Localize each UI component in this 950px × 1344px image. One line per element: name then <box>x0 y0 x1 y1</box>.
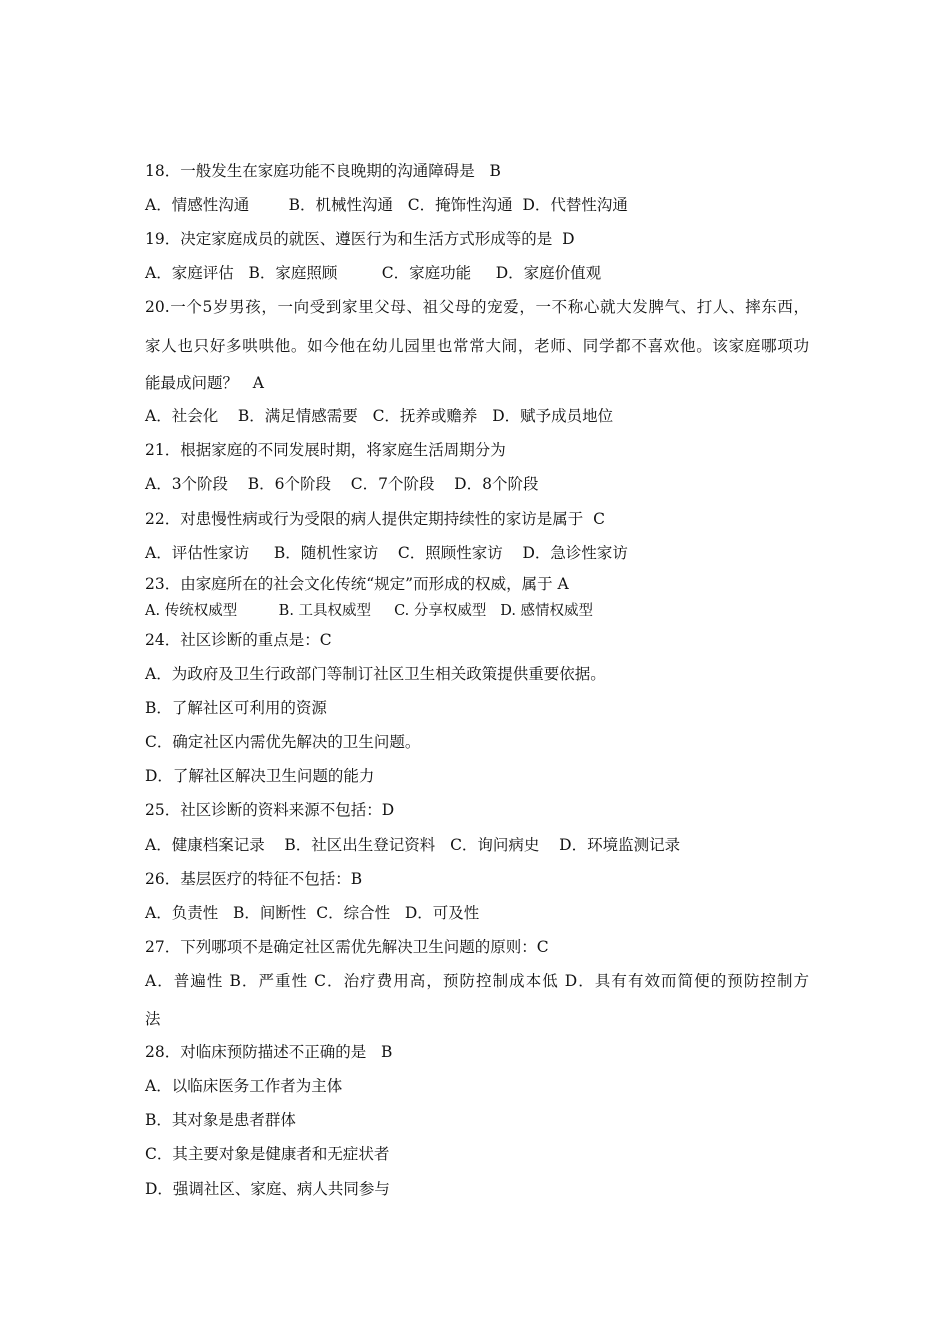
options-19: A．家庭评估 B．家庭照顾 C．家庭功能 D．家庭价值观 <box>145 264 602 282</box>
question-27: 27．下列哪项不是确定社区需优先解决卫生问题的原则：C <box>145 938 549 956</box>
option-28-a: A．以临床医务工作者为主体 <box>145 1077 343 1095</box>
option-28-c: C．其主要对象是健康者和无症状者 <box>145 1145 390 1163</box>
question-20-line-1: 20.一个5岁男孩，一向受到家里父母、祖父母的宠爱，一不称心就大发脾气、打人、摔东西， <box>145 298 809 316</box>
option-28-d: D．强调社区、家庭、病人共同参与 <box>145 1180 390 1198</box>
option-24-a: A．为政府及卫生行政部门等制订社区卫生相关政策提供重要依据。 <box>145 665 606 683</box>
question-25: 25．社区诊断的资料来源不包括：D <box>145 801 395 819</box>
options-18: A．情感性沟通 B．机械性沟通 C．掩饰性沟通 D．代替性沟通 <box>145 196 628 214</box>
options-20: A．社会化 B．满足情感需要 C．抚养或赡养 D．赋予成员地位 <box>145 407 614 425</box>
options-21: A．3个阶段 B．6个阶段 C．7个阶段 D．8个阶段 <box>145 475 539 493</box>
options-27-line-2: 法 <box>145 1010 161 1028</box>
options-23: A. 传统权威型 B. 工具权威型 C. 分享权威型 D. 感情权威型 <box>145 603 594 619</box>
question-21: 21．根据家庭的不同发展时期，将家庭生活周期分为 <box>145 441 506 459</box>
option-24-b: B．了解社区可利用的资源 <box>145 699 327 717</box>
question-20-line-2: 家人也只好多哄哄他。如今他在幼儿园里也常常大闹，老师、同学都不喜欢他。该家庭哪项功 <box>145 337 809 355</box>
options-26: A．负责性 B．间断性 C．综合性 D．可及性 <box>145 904 480 922</box>
question-19: 19．决定家庭成员的就医、遵医行为和生活方式形成等的是 D <box>145 230 575 248</box>
question-26: 26．基层医疗的特征不包括：B <box>145 870 363 888</box>
question-20-line-3: 能最成问题？ A <box>145 374 264 392</box>
question-18: 18．一般发生在家庭功能不良晚期的沟通障碍是 B <box>145 162 501 180</box>
option-28-b: B．其对象是患者群体 <box>145 1111 296 1129</box>
option-24-c: C．确定社区内需优先解决的卫生问题。 <box>145 733 421 751</box>
question-22: 22．对患慢性病或行为受限的病人提供定期持续性的家访是属于 C <box>145 510 605 528</box>
question-28: 28．对临床预防描述不正确的是 B <box>145 1043 393 1061</box>
option-24-d: D．了解社区解决卫生问题的能力 <box>145 767 375 785</box>
question-23: 23．由家庭所在的社会文化传统“规定”而形成的权威，属于 A <box>145 575 569 593</box>
question-24: 24．社区诊断的重点是：C <box>145 631 332 649</box>
options-27-line-1: A．普遍性 B．严重性 C．治疗费用高，预防控制成本低 D．具有有效而简便的预防控制方 <box>145 972 809 990</box>
options-25: A．健康档案记录 B．社区出生登记资料 C．询问病史 D．环境监测记录 <box>145 836 681 854</box>
options-22: A．评估性家访 B．随机性家访 C．照顾性家访 D．急诊性家访 <box>145 544 628 562</box>
